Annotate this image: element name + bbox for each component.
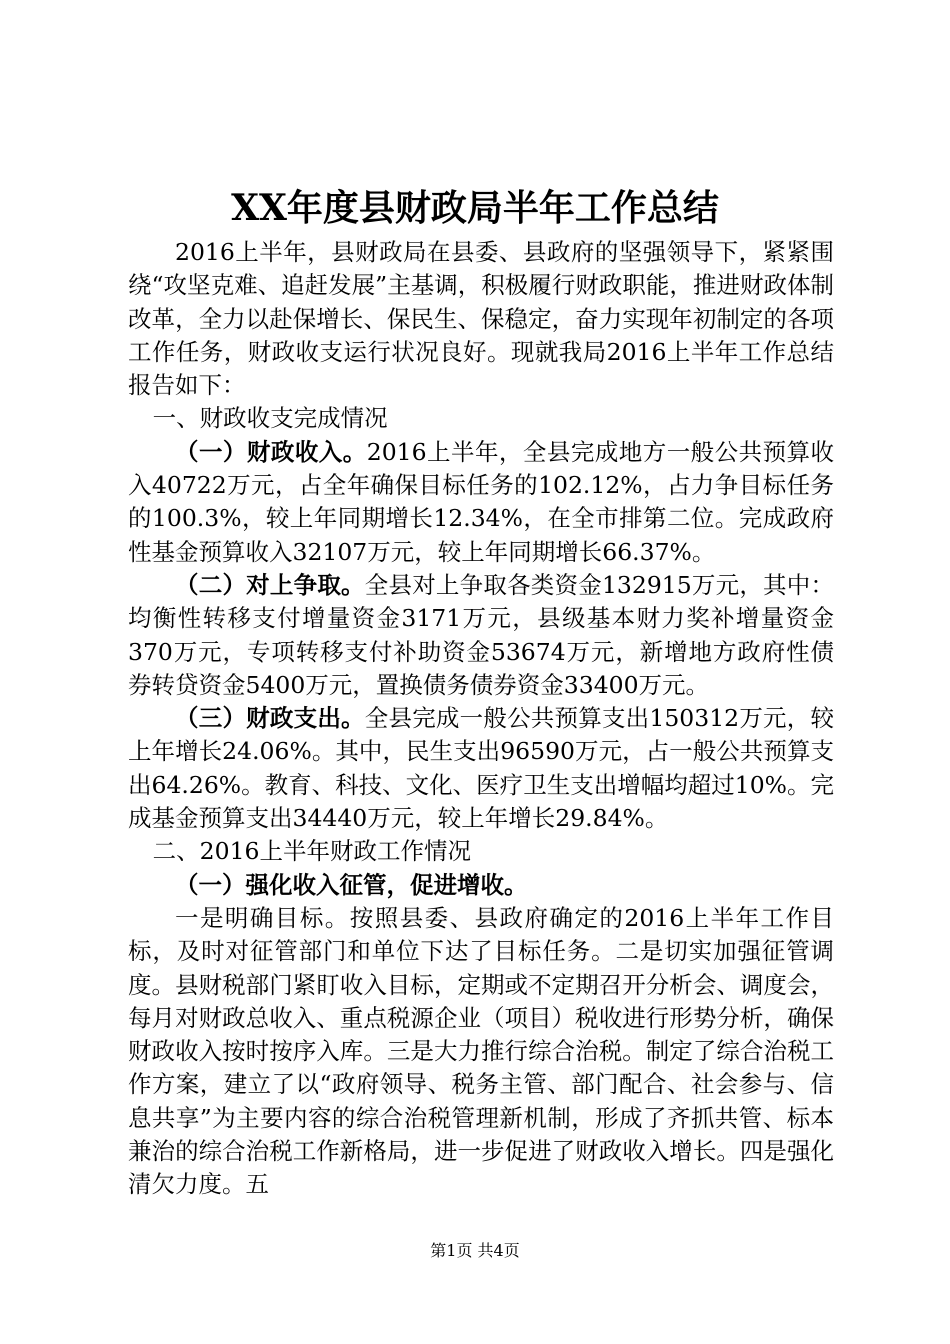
document-body <box>128 236 834 1202</box>
document-title: XX年度县财政局半年工作总结 <box>231 187 719 229</box>
paragraph-revenue-text: 2016上半年，全县完成地方一般公共预算收入40722万元，占全年确保目标任务的102.12%，占力争目标任务的100.3%，较上年同期增长12.34%，在全市排第二位。完成政府性基金预算收入32107万元，较上年同期增长66.37%。 <box>128 437 835 566</box>
paragraph-revenue <box>128 436 834 569</box>
section-heading-1: 一、财政收支完成情况 <box>152 404 388 433</box>
section-heading-2: 二、2016上半年财政工作情况 <box>152 837 471 866</box>
paragraph-funding-lead: （二）对上争取。 <box>175 570 365 599</box>
paragraph-revenue-lead: （一）财政收入。 <box>175 437 367 466</box>
intro-paragraph: 2016上半年，县财政局在县委、县政府的坚强领导下，紧紧围绕“攻坚克难、追赶发展”主基调，积极履行财政职能，推进财政体制改革，全力以赴保增长、保民生、保稳定，奋力实现年初制定的各项工作任务，财政收支运行状况良好。现就我局2016上半年工作总结报告如下： <box>128 238 834 400</box>
page-number-footer: 第1页 共4页 <box>430 1241 520 1260</box>
paragraph-expenditure <box>128 702 834 835</box>
paragraph-funding <box>128 569 834 702</box>
paragraph-expenditure-text: 全县完成一般公共预算支出150312万元，较上年增长24.06%。其中，民生支出96590万元，占一般公共预算支出64.26%。教育、科技、文化、医疗卫生支出增幅均超过10%。完成基金预算支出34440万元，较上年增长29.84%。 <box>128 704 834 833</box>
paragraph-collection: 一是明确目标。按照县委、县政府确定的2016上半年工作目标，及时对征管部门和单位下达了目标任务。二是切实加强征管调度。县财税部门紧盯收入目标，定期或不定期召开分析会、调度会，每月对财政总收入、重点税源企业（项目）税收进行形势分析，确保财政收入按时按序入库。三是大力推行综合治税。制定了综合治税工作方案，建立了以“政府领导、税务主管、部门配合、社会参与、信息共享”为主要内容的综合治税管理新机制，形成了齐抓共管、标本兼治的综合治税工作新格局，进一步促进了财政收入增长。四是强化清欠力度。五 <box>128 903 834 1199</box>
paragraph-expenditure-lead: （三）财政支出。 <box>175 704 365 733</box>
paragraph-funding-text: 全县对上争取各类资金132915万元，其中：均衡性转移支付增量资金3171万元，县级基本财力奖补增量资金370万元，专项转移支付补助资金53674万元，新增地方政府性债券转贷资金5400万元，置换债务债券资金33400万元。 <box>128 570 834 699</box>
subsection-heading-1: （一）强化收入征管，促进增收。 <box>175 870 528 899</box>
